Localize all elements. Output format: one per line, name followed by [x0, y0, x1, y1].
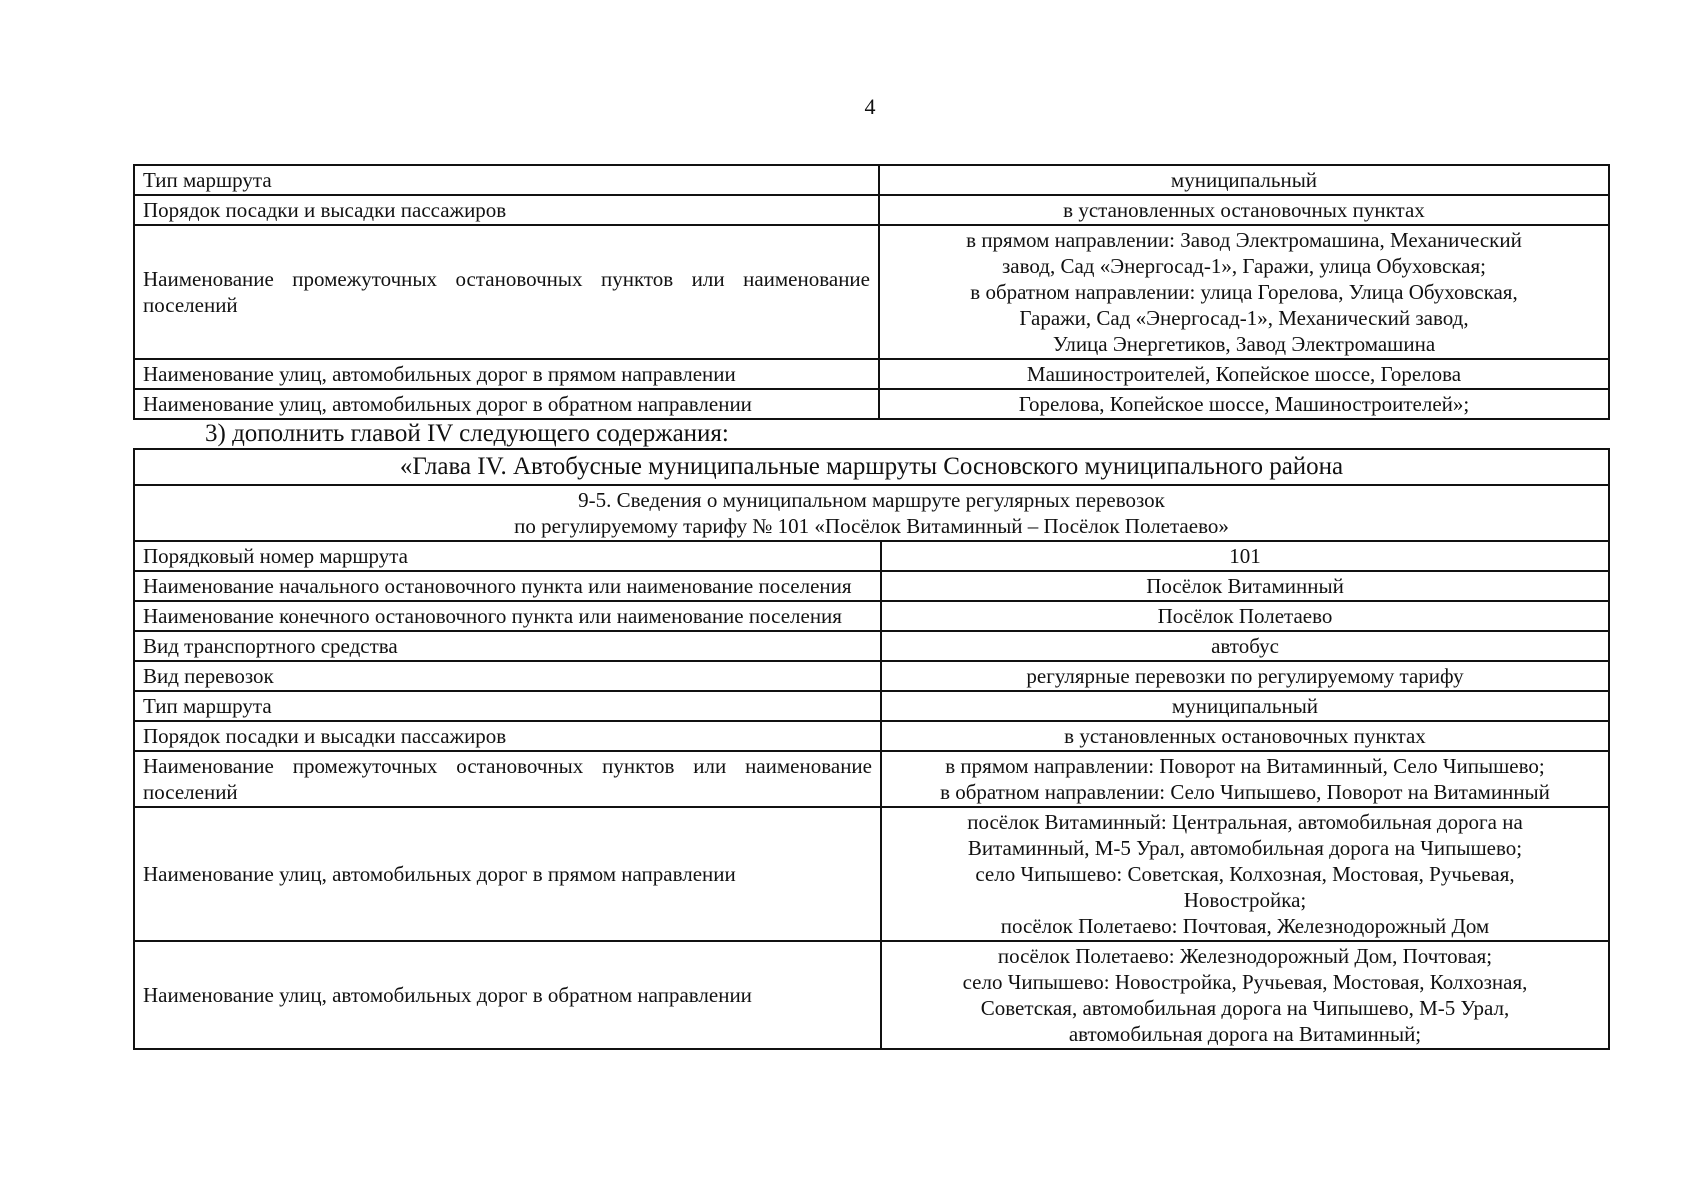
- row-value-line: Советская, автомобильная дорога на Чипышево, М-5 Урал,: [980, 996, 1510, 1020]
- row-label: Порядковый номер маршрута: [134, 541, 881, 571]
- chapter-iv-table: [133, 448, 1610, 1050]
- row-value-line: в установленных остановочных пунктах: [1064, 724, 1426, 748]
- row-value-line: муниципальный: [1171, 694, 1319, 718]
- row-value: [879, 165, 1609, 195]
- table-row: [134, 359, 1609, 389]
- row-value-line: в прямом направлении: Поворот на Витаминный, Село Чипышево;: [945, 754, 1545, 778]
- table-row: [134, 807, 1609, 941]
- row-value: [881, 721, 1609, 751]
- row-value-line: завод, Сад «Энергосад-1», Гаражи, улица Обуховская;: [1001, 254, 1486, 278]
- row-value: [881, 691, 1609, 721]
- row-value: [881, 631, 1609, 661]
- row-value-line: 101: [1229, 544, 1261, 568]
- row-value-line: Машиностроителей, Копейское шоссе, Горелова: [1026, 362, 1462, 386]
- row-value: [881, 941, 1609, 1049]
- row-label: Наименование улиц, автомобильных дорог в обратном направлении: [134, 941, 881, 1049]
- table-row: [134, 751, 1609, 807]
- row-value-line: в обратном направлении: Село Чипышево, Поворот на Витаминный: [940, 780, 1550, 804]
- table-row: [134, 571, 1609, 601]
- row-value: [881, 571, 1609, 601]
- page-number: 4: [864, 94, 876, 119]
- row-value: [881, 807, 1609, 941]
- row-value-line: в обратном направлении: улица Горелова, Улица Обуховская,: [970, 280, 1518, 304]
- amendment-instruction: 3) дополнить главой IV следующего содержания:: [205, 420, 729, 447]
- row-value-line: село Чипышево: Новостройка, Ручьевая, Мостовая, Колхозная,: [962, 970, 1528, 994]
- row-value-line: автобус: [1211, 634, 1279, 658]
- table-row: [134, 941, 1609, 1049]
- row-value: [879, 225, 1609, 359]
- table-row: [134, 601, 1609, 631]
- row-value-line: посёлок Полетаево: Железнодорожный Дом, Почтовая;: [997, 944, 1493, 968]
- route-info-table-continued: [133, 164, 1610, 420]
- row-label: Тип маршрута: [134, 691, 881, 721]
- row-value-line: Посёлок Полетаево: [1157, 604, 1333, 628]
- row-value: [881, 541, 1609, 571]
- row-value-line: село Чипышево: Советская, Колхозная, Мостовая, Ручьевая,: [975, 862, 1515, 886]
- row-label: Порядок посадки и высадки пассажиров: [134, 721, 881, 751]
- table-row: [134, 721, 1609, 751]
- row-value-line: Витаминный, М-5 Урал, автомобильная дорога на Чипышево;: [967, 836, 1523, 860]
- row-value: [881, 601, 1609, 631]
- table-row: [134, 195, 1609, 225]
- chapter-title-row: [134, 449, 1609, 485]
- row-value: [879, 195, 1609, 225]
- row-value-line: Улица Энергетиков, Завод Электромашина: [1052, 332, 1436, 356]
- row-value-line: Новостройка;: [1183, 888, 1307, 912]
- row-value: [879, 389, 1609, 419]
- table-row: [134, 691, 1609, 721]
- row-label: Вид перевозок: [134, 661, 881, 691]
- row-value-line: автомобильная дорога на Витаминный;: [1068, 1022, 1422, 1046]
- table-row: [134, 661, 1609, 691]
- row-value-line: Горелова, Копейское шоссе, Машиностроителей»;: [1018, 392, 1470, 416]
- table-row: [134, 165, 1609, 195]
- row-value-line: в установленных остановочных пунктах: [1063, 198, 1425, 222]
- table-row: [134, 389, 1609, 419]
- row-value-line: посёлок Витаминный: Центральная, автомобильная дорога на: [967, 810, 1523, 834]
- row-label: Порядок посадки и высадки пассажиров: [134, 195, 879, 225]
- row-value: [879, 359, 1609, 389]
- row-label: Тип маршрута: [134, 165, 879, 195]
- row-value-line: муниципальный: [1170, 168, 1318, 192]
- table-row: [134, 631, 1609, 661]
- row-label: Наименование промежуточных остановочных пунктов или наименование поселений: [134, 751, 881, 807]
- row-label: Наименование улиц, автомобильных дорог в прямом направлении: [134, 359, 879, 389]
- row-label: Вид транспортного средства: [134, 631, 881, 661]
- row-label: Наименование улиц, автомобильных дорог в прямом направлении: [134, 807, 881, 941]
- row-value-line: Гаражи, Сад «Энергосад-1», Механический завод,: [1019, 306, 1469, 330]
- row-label: Наименование конечного остановочного пункта или наименование поселения: [134, 601, 881, 631]
- row-value-line: регулярные перевозки по регулируемому тарифу: [1026, 664, 1464, 688]
- row-value: [881, 751, 1609, 807]
- row-value-line: посёлок Полетаево: Почтовая, Железнодорожный Дом: [1000, 914, 1490, 938]
- section-title-line: по регулируемому тарифу № 101 «Посёлок Витаминный – Посёлок Полетаево»: [514, 514, 1229, 538]
- row-label: Наименование промежуточных остановочных пунктов или наименование поселений: [134, 225, 879, 359]
- row-label: Наименование начального остановочного пункта или наименование поселения: [134, 571, 881, 601]
- section-title-row: [134, 485, 1609, 541]
- row-value-line: в прямом направлении: Завод Электромашина, Механический: [966, 228, 1522, 252]
- table-row: [134, 541, 1609, 571]
- row-label: Наименование улиц, автомобильных дорог в обратном направлении: [134, 389, 879, 419]
- section-title: [134, 485, 1609, 541]
- chapter-title: «Глава IV. Автобусные муниципальные маршруты Сосновского муниципального района: [134, 449, 1609, 485]
- table-row: [134, 225, 1609, 359]
- row-value-line: Посёлок Витаминный: [1146, 574, 1344, 598]
- section-title-line: 9-5. Сведения о муниципальном маршруте регулярных перевозок: [578, 488, 1165, 512]
- row-value: [881, 661, 1609, 691]
